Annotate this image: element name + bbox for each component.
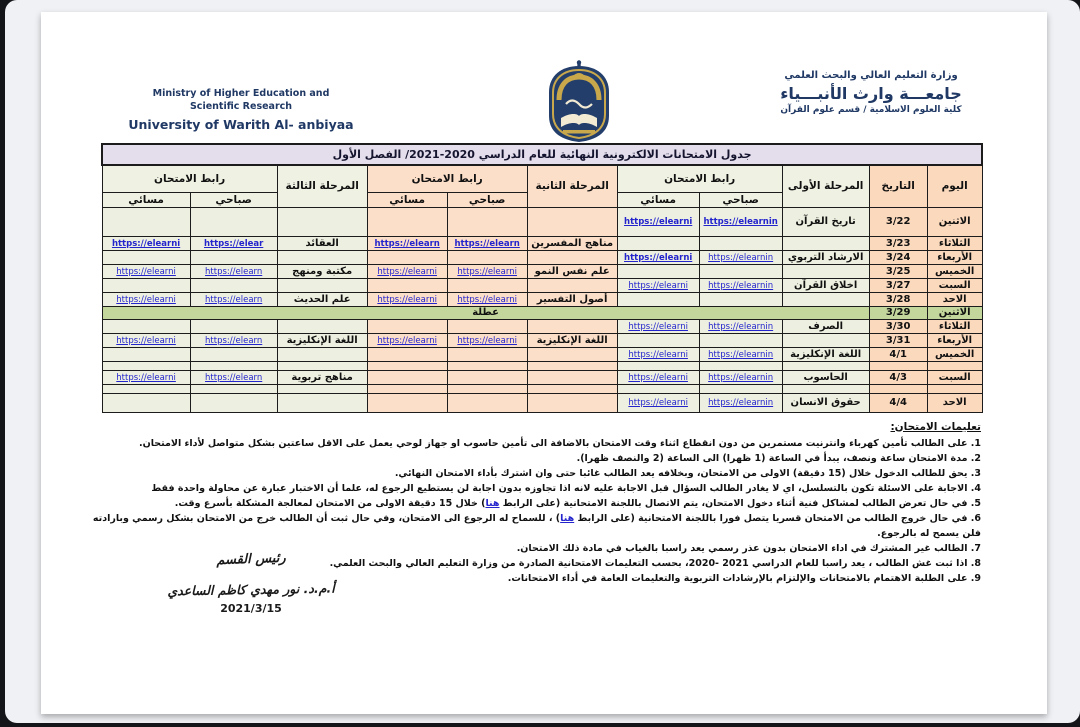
stage2-evening-cell (367, 393, 447, 412)
signature-role: رئيس القسم (216, 550, 286, 569)
exam-schedule-table (101, 143, 983, 413)
col-header-link-stage1: رابط الامتحان (617, 165, 782, 192)
signature-block (146, 552, 356, 615)
stage1-subject-cell (782, 264, 869, 278)
day-cell: الثلاثاء (927, 319, 982, 333)
stage3-subject-cell: مكتبة ومنهج (277, 264, 367, 278)
col-header-date: التاريخ (869, 165, 927, 207)
stage2-evening-cell (367, 361, 447, 370)
stage2-morning-cell (447, 370, 527, 384)
stage2-subject-cell: أصول التفسير (527, 292, 617, 306)
english-letterhead (126, 88, 356, 134)
date-cell: 3/30 (869, 319, 927, 333)
note-text: ) ، للسماح له الرجوع الى الامتحان، وفي حال ثبت أن الطالب خرج من الامتحان بشكل رسمي وبارادته فلن يسمح له بالرجوع. (92, 512, 981, 539)
stage2-morning-cell (447, 292, 527, 306)
day-cell: السبت (927, 370, 982, 384)
day-cell: الخميس (927, 347, 982, 361)
instructions-heading: تعليمات الامتحان: (890, 420, 981, 433)
stage2-subject-cell (527, 347, 617, 361)
col-header-day: اليوم (927, 165, 982, 207)
day-cell (927, 384, 982, 393)
exam-link[interactable]: https://elearnin (708, 321, 774, 332)
stage1-subject-cell: حقوق الانسان (782, 393, 869, 412)
col-header-stage2: المرحلة الثانية (527, 165, 617, 207)
col-header-stage3: المرحلة الثالثة (277, 165, 367, 207)
stage1-subject-cell: اخلاق القرآن (782, 278, 869, 292)
stage1-subject-cell (782, 292, 869, 306)
stage2-subject-cell: مناهج المفسرين (527, 236, 617, 250)
table-title: جدول الامتحانات الالكترونية النهائية للعام الدراسي 2020-2021/ الفصل الأول (102, 144, 982, 165)
stage3-subject-cell (277, 319, 367, 333)
date-cell: 3/27 (869, 278, 927, 292)
signature-date: 2021/3/15 (220, 602, 282, 615)
stage2-subject-cell (527, 384, 617, 393)
exam-link[interactable]: https://elearni (457, 335, 517, 346)
ministry-line-2: Scientific Research (189, 100, 293, 112)
stage3-morning-cell (190, 384, 277, 393)
stage1-subject-cell: اللغة الإنكليزية (782, 347, 869, 361)
stage3-morning-cell (190, 370, 277, 384)
stage3-evening-cell (102, 361, 190, 370)
stage2-subject-cell (527, 319, 617, 333)
stage2-morning-cell (447, 250, 527, 264)
stage2-subject-cell (527, 370, 617, 384)
stage1-evening-cell (617, 250, 699, 264)
stage3-evening-cell (102, 384, 190, 393)
stage2-evening-cell (367, 278, 447, 292)
day-cell: الأربعاء (927, 333, 982, 347)
holiday-row (102, 306, 982, 319)
date-cell: 3/24 (869, 250, 927, 264)
stage2-subject-cell (527, 393, 617, 412)
exam-link[interactable]: https://elearni (377, 266, 437, 277)
subheader-morning-s3: صباحي (190, 192, 277, 207)
stage1-subject-cell (782, 361, 869, 370)
exam-link[interactable]: https://elearni (628, 280, 688, 291)
stage1-evening-cell (617, 278, 699, 292)
stage3-morning-cell (190, 250, 277, 264)
table-row (102, 370, 982, 384)
note-text: 4. الاجابة على الاسئلة تكون بالتسلسل، اي لا يغادر الطالب السؤال قبل الاجابة عليه لانه اذا تجاوزه بدون اجابة لن يستطيع الرجوع له، علما أن الاختبار عبارة عن محاولة واحدة فقط (151, 482, 981, 494)
date-cell: 3/22 (869, 207, 927, 236)
stage1-subject-cell: تاريخ القرآن (782, 207, 869, 236)
stage2-evening-cell (367, 292, 447, 306)
stage2-morning-cell (447, 347, 527, 361)
exam-link[interactable]: https://elearni (457, 266, 517, 277)
note-item (81, 481, 981, 496)
col-header-link-stage2: رابط الامتحان (367, 165, 527, 192)
stage2-evening-cell (367, 347, 447, 361)
table-row (102, 347, 982, 361)
here-link[interactable]: هنا (485, 497, 500, 509)
note-text: 3. يحق للطالب الدخول خلال (15 دقيقة) الاولى من الامتحان، وبخلافه يعد الطالب غائبا حتى وان اشترك بأداء الامتحان النهائي. (394, 467, 981, 479)
day-cell: الاثنين (927, 207, 982, 236)
date-cell (869, 384, 927, 393)
stage1-morning-cell (699, 207, 782, 236)
table-row (102, 319, 982, 333)
stage3-subject-cell (277, 278, 367, 292)
table-row (102, 292, 982, 306)
holiday-cell: عطلة (102, 306, 869, 319)
stage2-evening-cell (367, 370, 447, 384)
stage3-morning-cell (190, 292, 277, 306)
date-cell (869, 361, 927, 370)
stage2-morning-cell (447, 207, 527, 236)
stage2-subject-cell (527, 207, 617, 236)
stage1-evening-cell (617, 384, 699, 393)
exam-link[interactable]: https://elearni (628, 372, 688, 383)
exam-link[interactable]: https://elearnin (703, 217, 778, 227)
exam-link[interactable]: https://elearni (111, 238, 181, 249)
document-page (41, 12, 1047, 714)
stage3-morning-cell (190, 333, 277, 347)
table-row (102, 393, 982, 412)
stage2-evening-cell (367, 250, 447, 264)
stage2-morning-cell (447, 278, 527, 292)
day-cell: الثلاثاء (927, 236, 982, 250)
ministry-name-arabic: وزارة التعليم العالي والبحث العلمي (784, 70, 958, 81)
stage1-subject-cell: الصرف (782, 319, 869, 333)
table-row (102, 236, 982, 250)
exam-link[interactable]: https://elearni (624, 217, 693, 227)
stage1-evening-cell (617, 393, 699, 412)
stage3-evening-cell (102, 292, 190, 306)
note-text: 9. على الطلبة الاهتمام بالامتحانات والإلتزام بالإرشادات التربوية والتعليمات العامة في أداء الامتحانات. (507, 572, 981, 584)
stage3-evening-cell (102, 207, 190, 236)
stage3-morning-cell (190, 236, 277, 250)
stage3-subject-cell: العقائد (277, 236, 367, 250)
stage1-subject-cell: الحاسوب (782, 370, 869, 384)
day-cell: الاثنين (927, 306, 982, 319)
stage2-morning-cell (447, 361, 527, 370)
exam-link[interactable]: https://elearn (205, 335, 263, 346)
note-text: 6. في حال خروج الطالب من الامتحان قسريا يتصل فورا باللجنة الامتحانية (على الرابط (574, 512, 981, 524)
stage1-morning-cell (699, 278, 782, 292)
stage3-morning-cell (190, 207, 277, 236)
stage3-evening-cell (102, 236, 190, 250)
stage1-evening-cell (617, 264, 699, 278)
note-item (81, 511, 981, 541)
table-row (102, 278, 982, 292)
subheader-evening-s2: مسائي (367, 192, 447, 207)
stage3-subject-cell (277, 207, 367, 236)
exam-link[interactable]: https://elearnin (708, 398, 774, 408)
day-cell (927, 361, 982, 370)
stage3-evening-cell (102, 319, 190, 333)
stage2-subject-cell (527, 250, 617, 264)
note-text: 8. اذا ثبت غش الطالب ، يعد راسبا للعام الدراسي ‪2020- 2021‬، بحسب التعليمات الامتحانية الصادرة من وزارة التعليم العالي والبحث العلمي. (329, 557, 981, 569)
stage3-subject-cell (277, 361, 367, 370)
stage1-subject-cell (782, 333, 869, 347)
exam-link[interactable]: https://elearni (628, 321, 688, 332)
stage1-subject-cell (782, 384, 869, 393)
note-text: 7. الطالب غير المشترك في اداء الامتحان بدون عذر رسمي يعد راسبا بالغياب في مادة ذلك الامتحان. (516, 542, 981, 554)
stage3-subject-cell (277, 347, 367, 361)
note-item (81, 466, 981, 481)
table-title-row (102, 144, 982, 165)
exam-link[interactable]: https://elearnin (708, 252, 774, 263)
signature-name: أ.م.د. نور مهدي كاظم الساعدي (167, 580, 335, 599)
stage2-morning-cell (447, 333, 527, 347)
stage1-subject-cell: الارشاد التربوي (782, 250, 869, 264)
date-cell: 4/3 (869, 370, 927, 384)
exam-link[interactable]: https://elearni (457, 294, 517, 305)
ministry-line-1: Ministry of Higher Education and (152, 88, 330, 99)
stage1-evening-cell (617, 333, 699, 347)
col-header-link-stage3: رابط الامتحان (102, 165, 277, 192)
stage2-evening-cell (367, 264, 447, 278)
stage1-evening-cell (617, 361, 699, 370)
date-cell: 3/28 (869, 292, 927, 306)
stage3-subject-cell: علم الحديث (277, 292, 367, 306)
stage1-evening-cell (617, 292, 699, 306)
exam-link[interactable]: https://elearni (116, 335, 176, 346)
exam-link[interactable]: https://elearnin (708, 280, 774, 291)
stage3-evening-cell (102, 250, 190, 264)
stage2-evening-cell (367, 207, 447, 236)
exam-link[interactable]: https://elearni (116, 266, 176, 277)
university-name-arabic: جامعـــة وارث الأنبـــياء (780, 84, 962, 103)
day-cell: الاحد (927, 393, 982, 412)
date-cell: 3/23 (869, 236, 927, 250)
exam-link[interactable]: https://elearn (205, 294, 263, 305)
stage1-morning-cell (699, 236, 782, 250)
stage3-subject-cell: مناهج تربوية (277, 370, 367, 384)
stage1-evening-cell (617, 319, 699, 333)
stage2-morning-cell (447, 384, 527, 393)
stage3-evening-cell (102, 264, 190, 278)
stage3-subject-cell: اللغة الإنكليزية (277, 333, 367, 347)
exam-link[interactable]: https://elearni (377, 335, 437, 346)
stage3-subject-cell (277, 384, 367, 393)
stage1-morning-cell (699, 333, 782, 347)
stage3-morning-cell (190, 319, 277, 333)
stage2-evening-cell (367, 384, 447, 393)
table-row (102, 264, 982, 278)
note-item (81, 436, 981, 451)
table-header-row (102, 165, 982, 192)
exam-link[interactable]: https://elearnin (708, 349, 774, 360)
stage3-subject-cell (277, 250, 367, 264)
exam-link[interactable]: https://elearni (624, 252, 693, 263)
col-header-stage1: المرحلة الأولى (782, 165, 869, 207)
date-cell: 4/1 (869, 347, 927, 361)
spacer-row (102, 361, 982, 370)
table-row (102, 333, 982, 347)
stage2-subject-cell (527, 278, 617, 292)
date-cell: 3/29 (869, 306, 927, 319)
stage1-morning-cell (699, 393, 782, 412)
exam-link[interactable]: https://elearn (454, 238, 520, 249)
day-cell: الأربعاء (927, 250, 982, 264)
stage1-evening-cell (617, 370, 699, 384)
note-text: 2. مدة الامتحان ساعة ونصف، يبدأ في الساعة (1 ظهرا) الى الساعة (2 والنصف ظهرا). (576, 452, 981, 464)
day-cell: الخميس (927, 264, 982, 278)
stage1-morning-cell (699, 361, 782, 370)
note-text: ) خلال 15 دقيقة الاولى من الامتحان لمعالجة المشكلة بأسرع وقت. (174, 497, 486, 509)
stage1-morning-cell (699, 264, 782, 278)
stage3-evening-cell (102, 370, 190, 384)
exam-link[interactable]: https://elearni (628, 349, 688, 360)
stage3-evening-cell (102, 333, 190, 347)
note-item (81, 496, 981, 511)
stage1-morning-cell (699, 347, 782, 361)
note-text: 1. على الطالب تأمين كهرباء وانترنيت مستمرين من دون انقطاع اثناء وقت الامتحان بالاضافة الى تأمين حاسوب او جهاز لوحي يعمل على الاقل ساعتين بشكل متواصل لأداء الامتحان. (139, 437, 981, 449)
stage3-morning-cell (190, 278, 277, 292)
stage3-evening-cell (102, 393, 190, 412)
stage2-evening-cell (367, 333, 447, 347)
subheader-evening-s1: مسائي (617, 192, 699, 207)
stage1-evening-cell (617, 236, 699, 250)
subheader-evening-s3: مسائي (102, 192, 190, 207)
stage1-evening-cell (617, 207, 699, 236)
table-row (102, 207, 982, 236)
stage3-subject-cell (277, 393, 367, 412)
stage3-evening-cell (102, 278, 190, 292)
university-name-english: University of Warith Al- anbiyaa (128, 116, 354, 132)
date-cell: 3/31 (869, 333, 927, 347)
day-cell: الاحد (927, 292, 982, 306)
subheader-morning-s2: صباحي (447, 192, 527, 207)
exam-link[interactable]: https://elearni (116, 294, 176, 305)
subheader-morning-s1: صباحي (699, 192, 782, 207)
day-cell: السبت (927, 278, 982, 292)
table-row (102, 250, 982, 264)
exam-link[interactable]: https://elear (204, 238, 264, 249)
college-department-arabic: كلية العلوم الاسلامية / قسم علوم القرآن (780, 105, 962, 115)
university-logo-icon (539, 60, 619, 146)
stage1-morning-cell (699, 292, 782, 306)
stage2-subject-cell: علم نفس النمو (527, 264, 617, 278)
stage1-morning-cell (699, 370, 782, 384)
stage3-morning-cell (190, 264, 277, 278)
stage2-subject-cell (527, 361, 617, 370)
spacer-row (102, 384, 982, 393)
exam-link[interactable]: https://elearni (377, 294, 437, 305)
here-link[interactable]: هنا (560, 512, 575, 524)
exam-link[interactable]: https://elearn (205, 266, 263, 277)
stage2-morning-cell (447, 393, 527, 412)
viewer-background (5, 0, 1080, 723)
exam-link[interactable]: https://elearnin (708, 372, 774, 383)
stage3-morning-cell (190, 393, 277, 412)
stage1-morning-cell (699, 319, 782, 333)
stage1-morning-cell (699, 250, 782, 264)
exam-link[interactable]: https://elearni (116, 372, 176, 383)
stage1-morning-cell (699, 384, 782, 393)
stage2-morning-cell (447, 236, 527, 250)
date-cell: 4/4 (869, 393, 927, 412)
stage2-evening-cell (367, 319, 447, 333)
stage2-subject-cell: اللغة الإنكليزية (527, 333, 617, 347)
stage2-evening-cell (367, 236, 447, 250)
stage1-evening-cell (617, 347, 699, 361)
note-item (81, 451, 981, 466)
stage2-morning-cell (447, 319, 527, 333)
stage3-morning-cell (190, 347, 277, 361)
arabic-letterhead (731, 70, 1011, 115)
date-cell: 3/25 (869, 264, 927, 278)
stage3-evening-cell (102, 347, 190, 361)
exam-link[interactable]: https://elearni (628, 398, 688, 408)
stage2-morning-cell (447, 264, 527, 278)
exam-link[interactable]: https://elearn (205, 372, 263, 383)
note-text: 5. في حال تعرض الطالب لمشاكل فنية أثناء دخول الامتحان، يتم الاتصال باللجنة الامتحانية (على الرابط (499, 497, 981, 509)
stage1-subject-cell (782, 236, 869, 250)
stage3-morning-cell (190, 361, 277, 370)
exam-link[interactable]: https://elearn (374, 238, 440, 249)
